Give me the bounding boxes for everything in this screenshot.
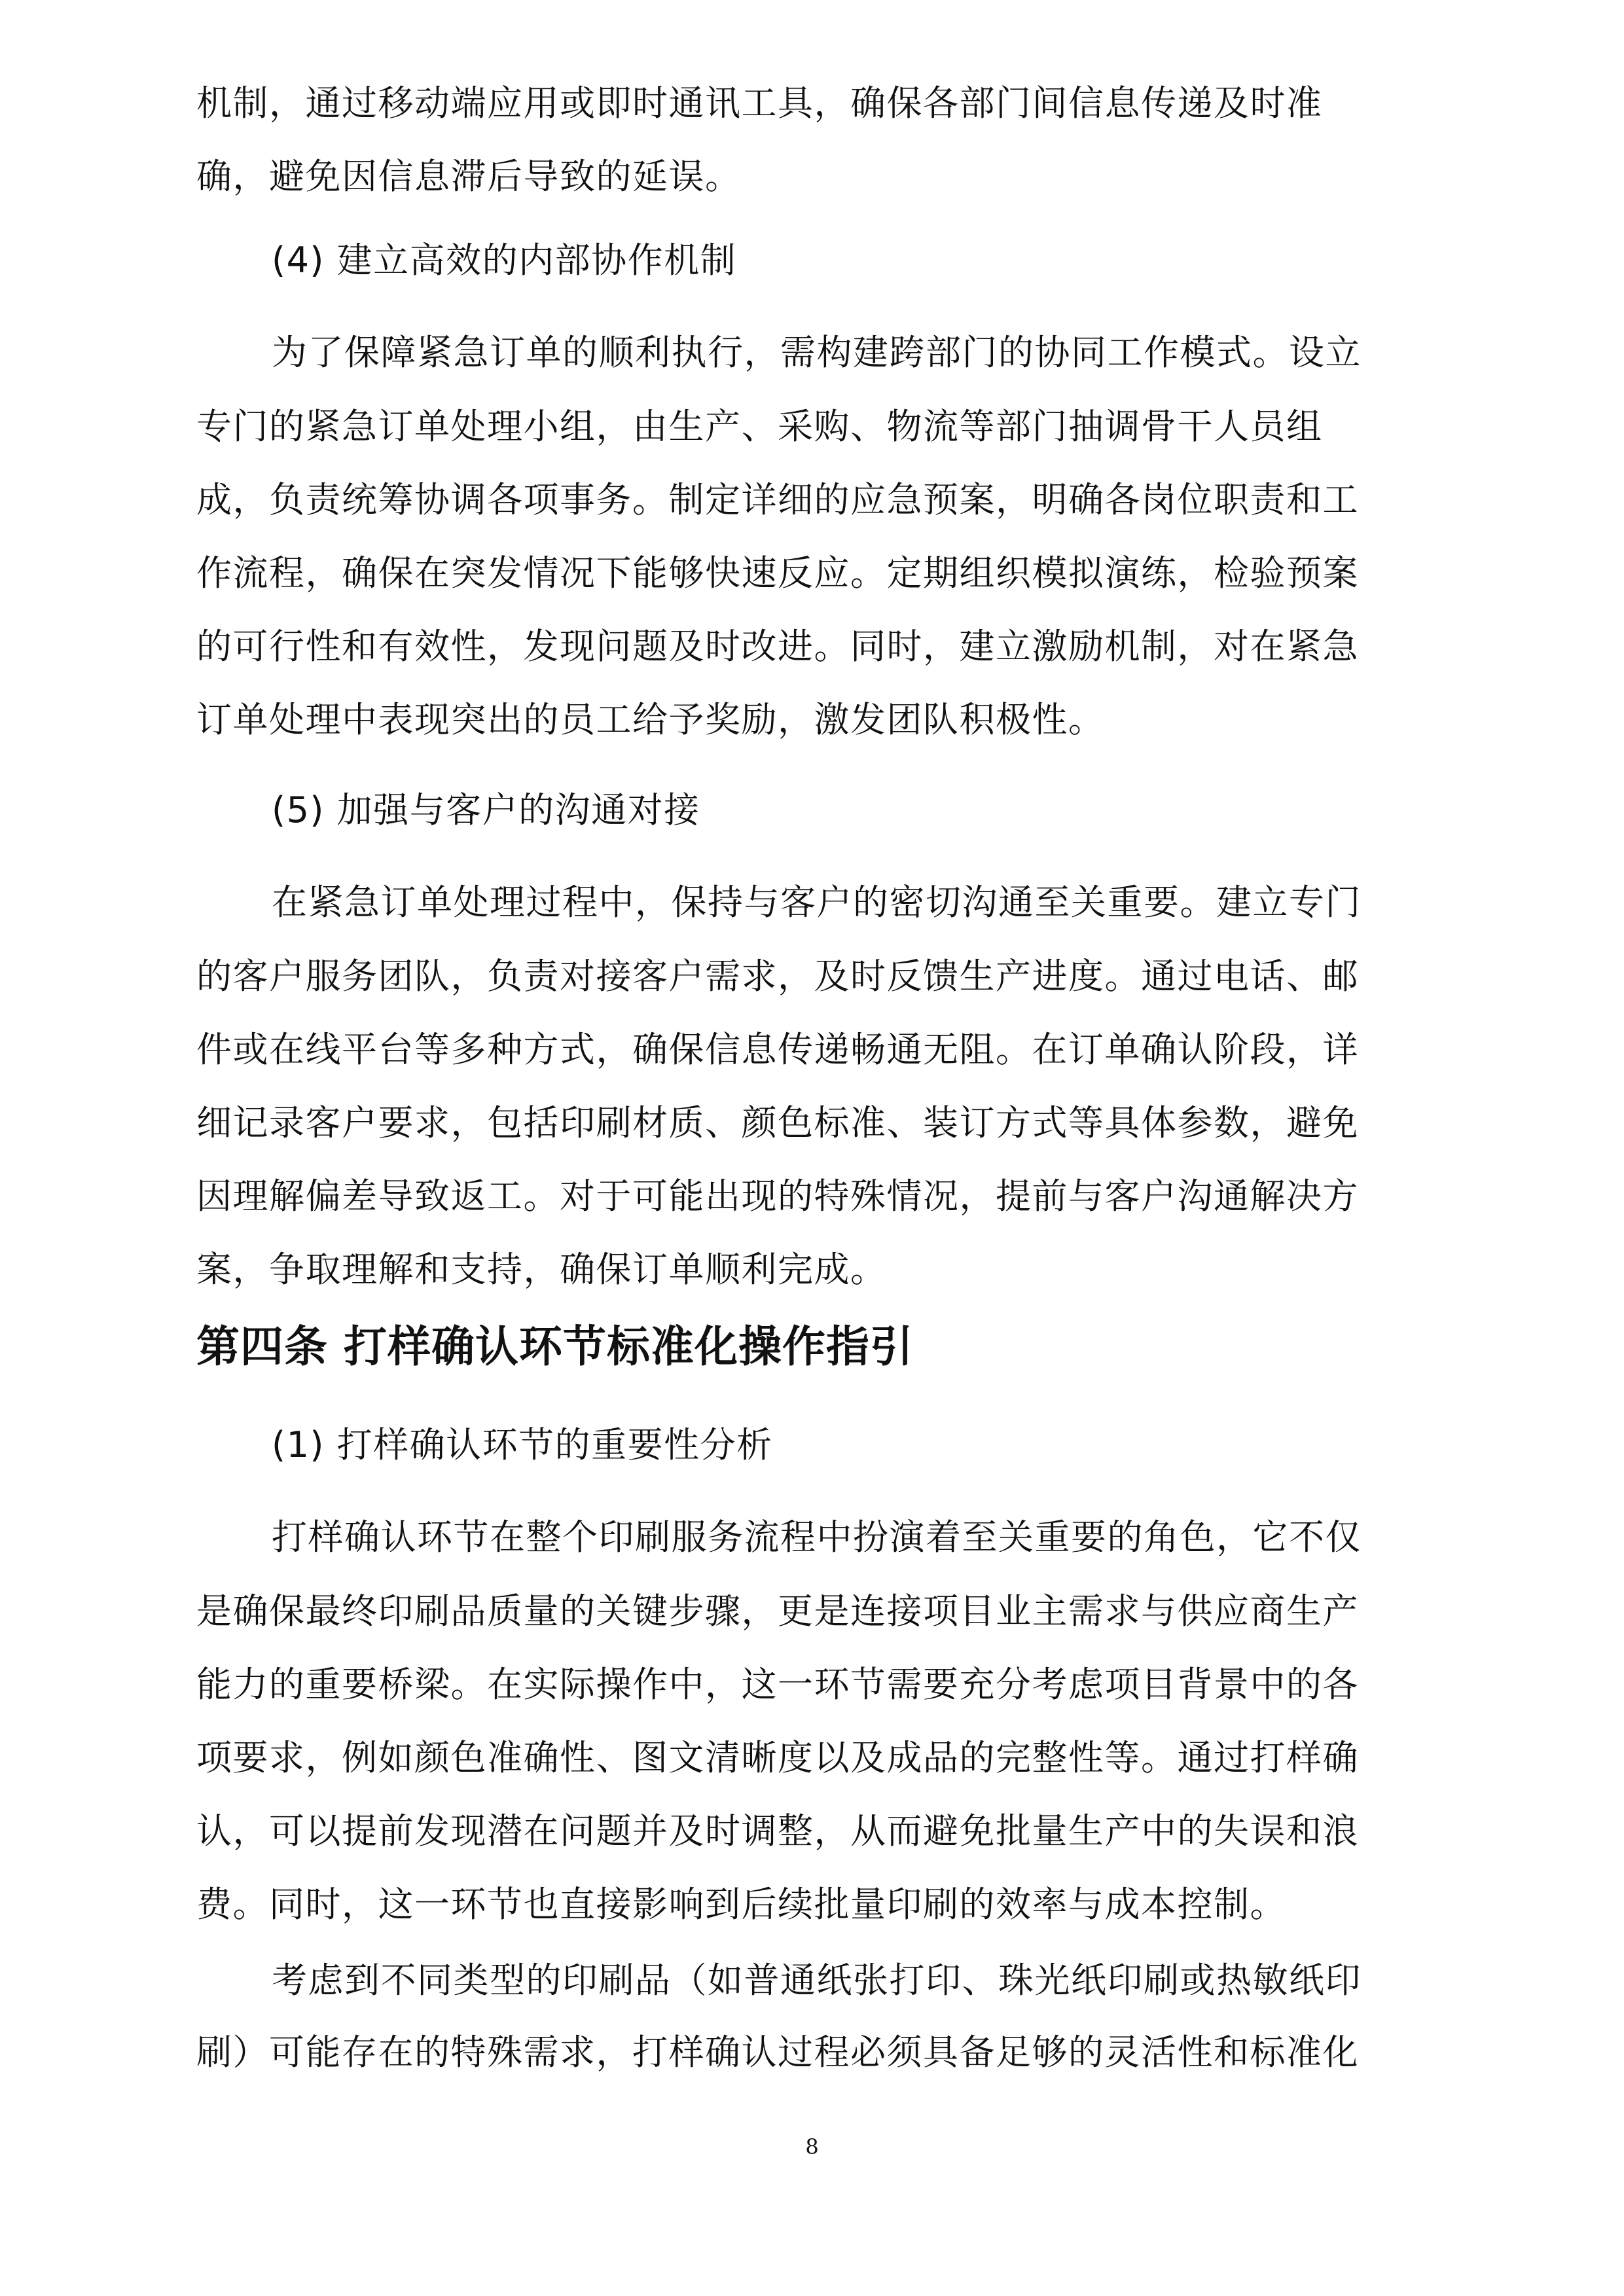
body-text-line: 确，避免因信息滞后导致的延误。 (196, 156, 742, 197)
body-text-line: 是确保最终印刷品质量的关键步骤，更是连接项目业主需求与供应商生产 (196, 1590, 1359, 1632)
body-text-line: 机制，通过移动端应用或即时通讯工具，确保各部门间信息传递及时准 (196, 82, 1323, 124)
body-text-line: 专门的紧急订单处理小组，由生产、采购、物流等部门抽调骨干人员组 (196, 406, 1323, 447)
body-text-line: 订单处理中表现突出的员工给予奖励，激发团队积极性。 (196, 699, 1105, 740)
subsection-title: (5) 加强与客户的沟通对接 (272, 789, 700, 831)
section-heading: 第四条 打样确认环节标准化操作指引 (196, 1321, 914, 1372)
body-text-line: 因理解偏差导致返工。对于可能出现的特殊情况，提前与客户沟通解决方 (196, 1175, 1359, 1217)
body-text-line: 件或在线平台等多种方式，确保信息传递畅通无阻。在订单确认阶段，详 (196, 1029, 1359, 1070)
body-text-line: 打样确认环节在整个印刷服务流程中扮演着至关重要的角色，它不仅 (272, 1516, 1362, 1558)
body-text-line: 为了保障紧急订单的顺利执行，需构建跨部门的协同工作模式。设立 (272, 332, 1362, 373)
body-text-line: 的客户服务团队，负责对接客户需求，及时反馈生产进度。通过电话、邮 (196, 956, 1359, 997)
body-text-line: 案，争取理解和支持，确保订单顺利完成。 (196, 1249, 887, 1290)
body-text-line: 细记录客户要求，包括印刷材质、颜色标准、装订方式等具体参数，避免 (196, 1102, 1359, 1143)
body-text-line: 考虑到不同类型的印刷品（如普通纸张打印、珠光纸印刷或热敏纸印 (272, 1960, 1362, 2001)
body-text-line: 的可行性和有效性，发现问题及时改进。同时，建立激励机制，对在紧急 (196, 626, 1359, 667)
subsection-title: (4) 建立高效的内部协作机制 (272, 240, 737, 281)
page-number: 8 (805, 2134, 819, 2159)
body-text-line: 项要求，例如颜色准确性、图文清晰度以及成品的完整性等。通过打样确 (196, 1737, 1359, 1778)
body-text-line: 刷）可能存在的特殊需求，打样确认过程必须具备足够的灵活性和标准化 (196, 2032, 1359, 2073)
subsection-title: (1) 打样确认环节的重要性分析 (272, 1424, 773, 1465)
body-text-line: 费。同时，这一环节也直接影响到后续批量印刷的效率与成本控制。 (196, 1884, 1286, 1925)
body-text-line: 认，可以提前发现潜在问题并及时调整，从而避免批量生产中的失误和浪 (196, 1810, 1359, 1852)
body-text-line: 在紧急订单处理过程中，保持与客户的密切沟通至关重要。建立专门 (272, 882, 1362, 923)
body-text-line: 成，负责统筹协调各项事务。制定详细的应急预案，明确各岗位职责和工 (196, 479, 1359, 520)
body-text-line: 能力的重要桥梁。在实际操作中，这一环节需要充分考虑项目背景中的各 (196, 1664, 1359, 1705)
body-text-line: 作流程，确保在突发情况下能够快速反应。定期组织模拟演练，检验预案 (196, 552, 1359, 594)
